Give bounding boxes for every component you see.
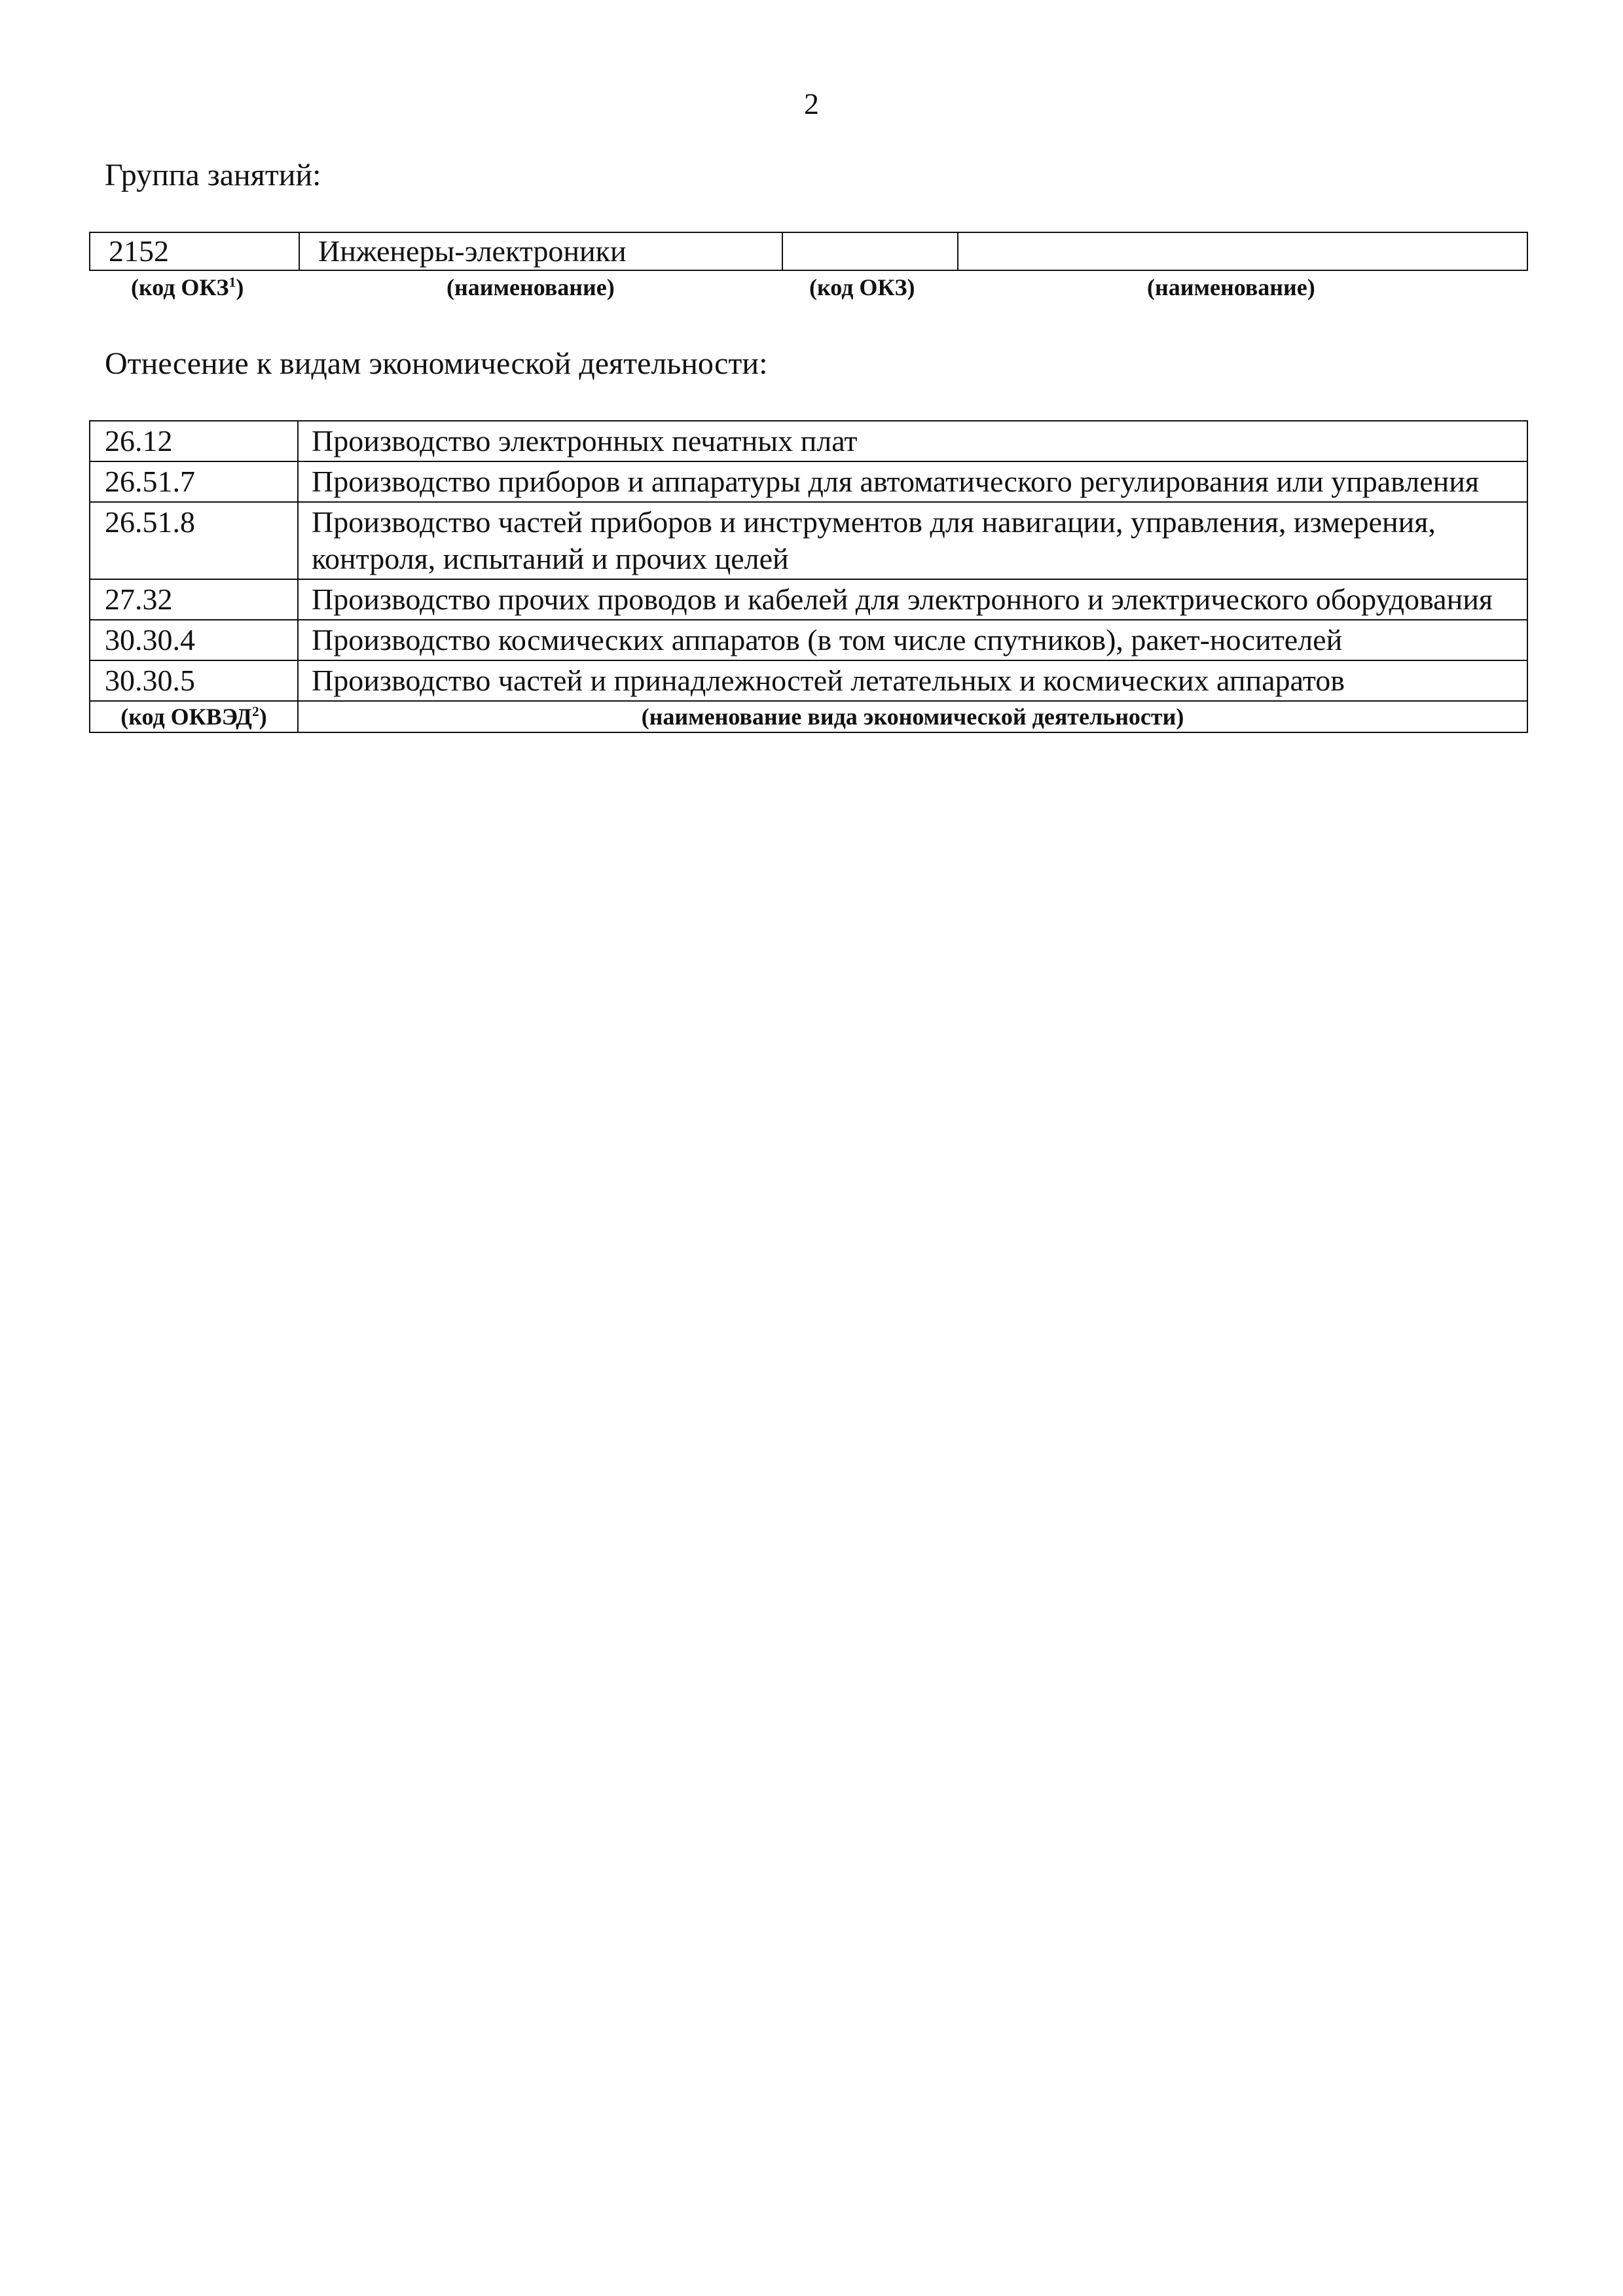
- page-number: 2: [804, 87, 819, 120]
- caption-okz-code2: (код ОКЗ): [809, 274, 915, 300]
- caption-okved-code: (код ОКВЭД$^2$): [90, 701, 298, 732]
- occupation-group-table: [89, 232, 1528, 271]
- okved-code-cell: 26.51.8: [90, 502, 298, 579]
- okz-code-cell: 2152: [90, 232, 299, 270]
- okved-name-cell: Производство электронных печатных плат: [298, 421, 1527, 461]
- okved-name-cell: Производство частей приборов и инструментов для навигации, управления, измерения, контроля, испытаний и прочих целей: [298, 502, 1527, 579]
- table-row: [90, 421, 1527, 461]
- okz-name2-cell: [958, 232, 1527, 270]
- economic-activity-heading: Отнесение к видам экономической деятельности:: [105, 346, 768, 381]
- okved-code-cell: 30.30.5: [90, 660, 298, 701]
- economic-activity-table: [89, 420, 1528, 733]
- okved-name-cell: Производство частей и принадлежностей летательных и космических аппаратов: [298, 660, 1527, 701]
- caption-okz-name2: (наименование): [1147, 274, 1315, 300]
- table-row: [90, 461, 1527, 502]
- table-row: [90, 232, 1527, 270]
- okz-code2-cell: [782, 232, 958, 270]
- caption-okz-code: (код ОКЗ$^1$): [131, 274, 244, 300]
- table-row: [90, 502, 1527, 579]
- okz-name-cell: Инженеры-электроники: [299, 232, 782, 270]
- caption-row: [90, 701, 1527, 732]
- okved-code-cell: 26.12: [90, 421, 298, 461]
- caption-okved-name: (наименование вида экономической деятельности): [298, 701, 1527, 732]
- caption-okz-name: (наименование): [447, 274, 615, 300]
- okved-code-cell: 30.30.4: [90, 620, 298, 660]
- occupation-group-heading: Группа занятий:: [105, 158, 321, 192]
- okved-name-cell: Производство космических аппаратов (в том числе спутников), ракет-носителей: [298, 620, 1527, 660]
- okved-code-cell: 27.32: [90, 579, 298, 620]
- occupation-group-captions: [89, 274, 1527, 306]
- okved-code-cell: 26.51.7: [90, 461, 298, 502]
- okved-name-cell: Производство приборов и аппаратуры для автоматического регулирования или управления: [298, 461, 1527, 502]
- okved-name-cell: Производство прочих проводов и кабелей для электронного и электрического оборудования: [298, 579, 1527, 620]
- table-row: [90, 620, 1527, 660]
- table-row: [90, 660, 1527, 701]
- table-row: [90, 579, 1527, 620]
